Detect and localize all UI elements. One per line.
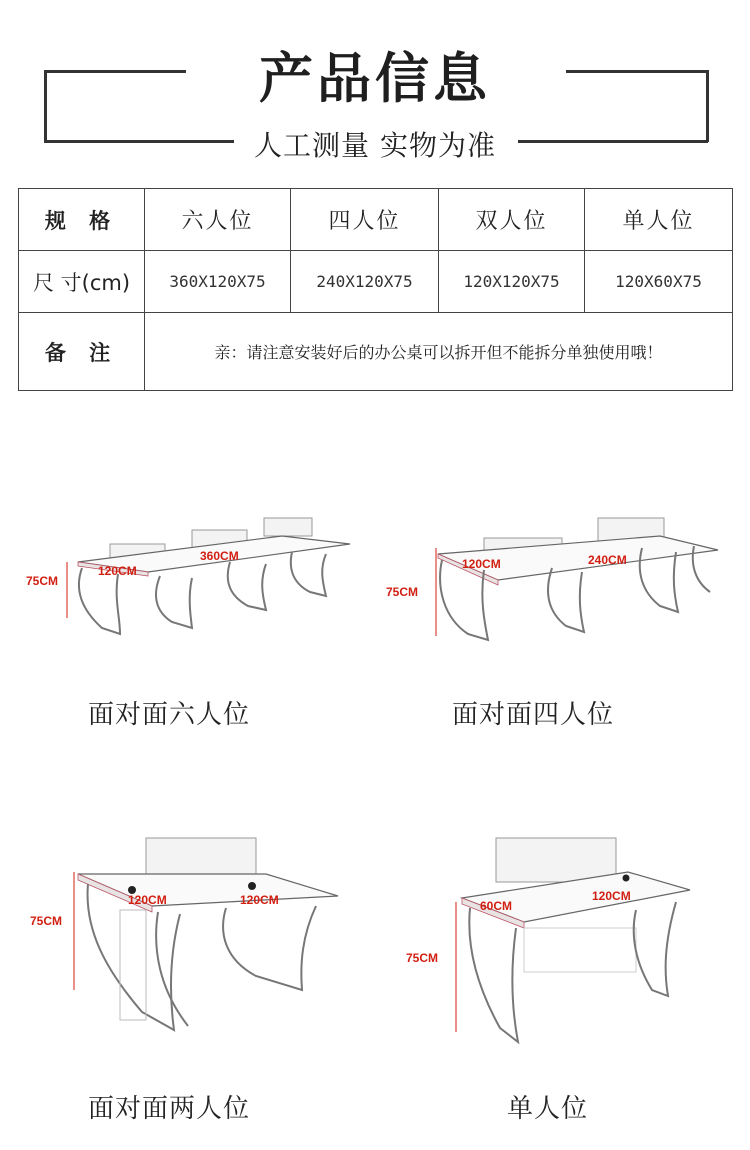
desk-top bbox=[78, 874, 338, 906]
spec-row bbox=[19, 189, 733, 251]
column-two-seat: 双人位 bbox=[439, 189, 585, 251]
note-text: 亲：请注意安装好后的办公桌可以拆开但不能拆分单独使用哦！ bbox=[145, 313, 733, 391]
single-seat-desk-illustration bbox=[400, 832, 700, 1052]
column-single-seat: 单人位 bbox=[585, 189, 733, 251]
desk-leg bbox=[634, 902, 676, 996]
four-seat-desk-illustration bbox=[380, 508, 725, 668]
height-dimension: 75CM bbox=[30, 914, 63, 928]
size-four-seat: 240X120X75 bbox=[291, 251, 439, 313]
height-dimension: 75CM bbox=[386, 585, 419, 599]
column-four-seat: 四人位 bbox=[291, 189, 439, 251]
cable-hole bbox=[248, 882, 256, 890]
width-dimension: 360CM bbox=[200, 549, 239, 563]
header bbox=[0, 0, 750, 170]
spec-table bbox=[18, 188, 733, 391]
note-label: 备 注 bbox=[19, 313, 145, 391]
size-six-seat: 360X120X75 bbox=[145, 251, 291, 313]
note-row bbox=[19, 313, 733, 391]
width-dimension: 120CM bbox=[592, 889, 631, 903]
size-two-seat: 120X120X75 bbox=[439, 251, 585, 313]
depth-dimension: 120CM bbox=[462, 557, 501, 571]
width-dimension: 240CM bbox=[588, 553, 627, 567]
width-dimension: 120CM bbox=[240, 893, 279, 907]
desk-panel bbox=[120, 910, 146, 1020]
desk-leg bbox=[548, 568, 584, 632]
depth-dimension: 120CM bbox=[98, 564, 137, 578]
depth-dimension: 60CM bbox=[480, 899, 513, 913]
privacy-screen bbox=[264, 518, 312, 536]
caption-single-seat: 单人位 bbox=[507, 1094, 589, 1124]
six-seat-desk-illustration bbox=[20, 500, 365, 650]
depth-dimension: 120CM bbox=[128, 893, 167, 907]
desk-leg bbox=[156, 576, 192, 628]
height-dimension: 75CM bbox=[406, 951, 439, 965]
desk-leg bbox=[228, 562, 266, 610]
size-single-seat: 120X60X75 bbox=[585, 251, 733, 313]
spec-label: 规 格 bbox=[19, 189, 145, 251]
privacy-screen bbox=[496, 838, 616, 882]
caption-six-seat: 面对面六人位 bbox=[88, 700, 251, 730]
column-six-seat: 六人位 bbox=[145, 189, 291, 251]
modesty-panel bbox=[524, 928, 636, 972]
desk-leg bbox=[469, 908, 518, 1042]
height-dimension: 75CM bbox=[26, 574, 59, 588]
desk-leg bbox=[223, 906, 316, 990]
caption-two-seat: 面对面两人位 bbox=[88, 1094, 251, 1124]
two-seat-desk-illustration bbox=[20, 830, 350, 1045]
page-title: 产品信息 bbox=[259, 47, 491, 110]
page-subtitle: 人工测量 实物为准 bbox=[254, 129, 496, 162]
privacy-screen bbox=[146, 838, 256, 878]
desk-leg bbox=[291, 552, 326, 596]
cable-hole bbox=[623, 875, 630, 882]
size-label: 尺 寸(cm) bbox=[19, 251, 145, 313]
size-row bbox=[19, 251, 733, 313]
caption-four-seat: 面对面四人位 bbox=[452, 700, 615, 730]
